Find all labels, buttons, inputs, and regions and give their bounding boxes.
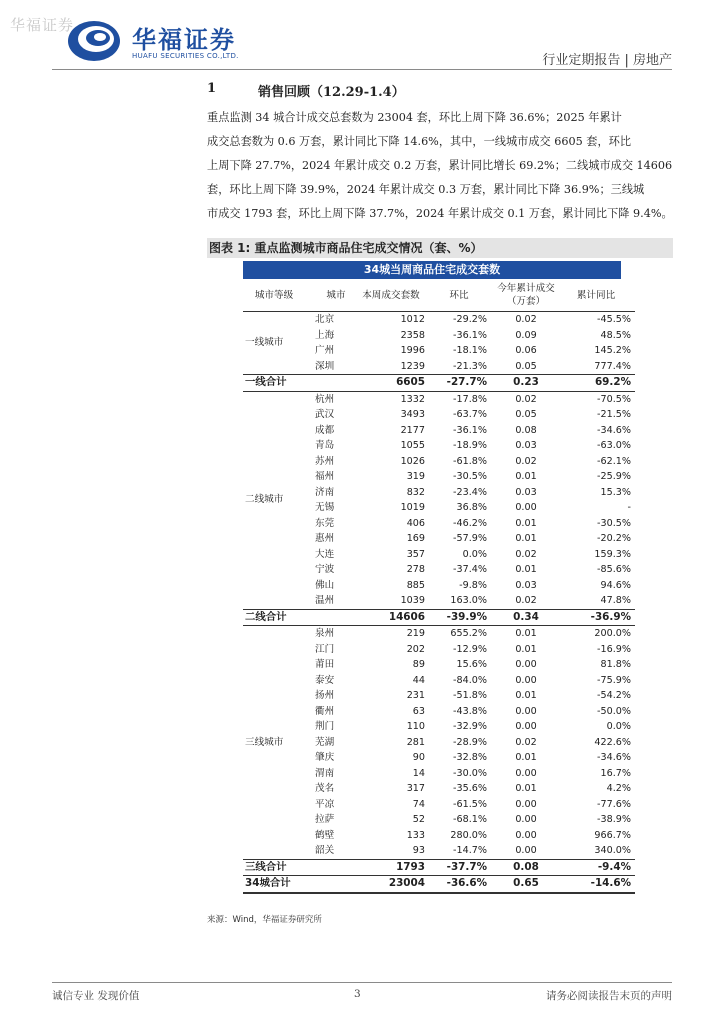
subtotal-label: 二线合计 <box>243 609 357 626</box>
report-type: 行业定期报告 | 房地产 <box>542 53 672 68</box>
header-divider <box>52 69 672 70</box>
wow-cell: -18.9% <box>453 440 487 451</box>
wow-cell: -35.6% <box>453 783 487 794</box>
wow-cell: -61.5% <box>453 798 487 810</box>
wow-cell: 0.0% <box>462 548 487 560</box>
weekly-volume-cell: 885 <box>406 579 425 591</box>
header-wow: 环比 <box>431 279 491 312</box>
ytd-cell: 0.01 <box>515 533 537 544</box>
ytd-cell: 0.01 <box>515 564 537 575</box>
wow-cell: -18.1% <box>453 345 487 356</box>
weekly-volume-cell: 14 <box>412 767 425 779</box>
wow-cell: -68.1% <box>453 814 487 825</box>
weekly-volume-cell: 832 <box>406 486 425 498</box>
weekly-volume-cell: 1026 <box>400 455 425 467</box>
yoy-cell: 340.0% <box>594 845 631 856</box>
weekly-volume-cell: 1332 <box>400 393 425 405</box>
weekly-volume-cell: 110 <box>406 721 425 732</box>
yoy-cell: -75.9% <box>597 674 631 686</box>
city-cell: 青岛 <box>315 440 335 451</box>
ytd-cell: 0.02 <box>515 595 537 606</box>
ytd-cell: 0.01 <box>515 628 537 639</box>
wow-cell: -39.9% <box>431 609 491 626</box>
weekly-volume-cell: 1793 <box>357 859 431 876</box>
yoy-cell: -34.6% <box>597 752 631 763</box>
ytd-cell: 0.00 <box>515 705 537 717</box>
yoy-cell: -85.6% <box>597 564 631 575</box>
weekly-volume-cell: 1239 <box>400 360 425 372</box>
yoy-cell: 47.8% <box>600 595 631 606</box>
ytd-cell: 0.01 <box>515 471 537 482</box>
city-cell: 北京 <box>315 314 335 325</box>
weekly-volume-cell: 1012 <box>400 314 425 325</box>
yoy-cell: -34.6% <box>597 424 631 436</box>
page-number: 3 <box>354 988 361 1000</box>
yoy-cell: -38.9% <box>597 814 631 825</box>
ytd-cell: 0.02 <box>515 393 537 405</box>
yoy-cell: -16.9% <box>597 643 631 655</box>
wow-cell: -30.0% <box>453 767 487 779</box>
yoy-cell: -62.1% <box>597 455 631 467</box>
ytd-cell: 0.00 <box>515 845 537 856</box>
weekly-volume-cell: 133 <box>406 829 425 841</box>
yoy-cell: 4.2% <box>606 783 631 794</box>
footer-divider <box>52 982 672 983</box>
yoy-cell: 16.7% <box>600 767 631 779</box>
weekly-volume-cell: 63 <box>412 705 425 717</box>
weekly-volume-cell: 93 <box>412 845 425 856</box>
city-cell: 惠州 <box>315 533 335 544</box>
city-cell: 无锡 <box>315 502 335 513</box>
yoy-cell: 159.3% <box>594 548 631 560</box>
city-cell: 广州 <box>315 345 335 356</box>
ytd-cell: 0.06 <box>515 345 537 356</box>
city-cell: 温州 <box>315 595 335 606</box>
city-cell: 苏州 <box>315 455 335 467</box>
city-cell: 济南 <box>315 486 335 498</box>
subtotal-row <box>243 859 635 876</box>
wow-cell: -36.6% <box>431 876 491 893</box>
wow-cell: -32.8% <box>453 752 487 763</box>
wow-cell: -61.8% <box>453 455 487 467</box>
yoy-cell: -9.4% <box>561 859 635 876</box>
weekly-volume-cell: 357 <box>406 548 425 560</box>
tier-cell: 二线城市 <box>245 494 284 506</box>
yoy-cell: -63.0% <box>597 440 631 451</box>
city-cell: 武汉 <box>315 409 335 420</box>
weekly-volume-cell: 2358 <box>400 329 425 341</box>
wow-cell: -12.9% <box>453 643 487 655</box>
ytd-cell: 0.00 <box>515 798 537 810</box>
city-cell: 肇庆 <box>315 752 335 763</box>
city-cell: 江门 <box>315 643 335 655</box>
paragraph-line: 重点监测 34 城合计成交总套数为 23004 套，环比上周下降 36.6%；2025 年累计 <box>207 111 622 124</box>
wow-cell: -14.7% <box>453 845 487 856</box>
city-cell: 荆门 <box>315 721 335 732</box>
ytd-cell: 0.00 <box>515 502 537 513</box>
wow-cell: -37.4% <box>453 564 487 575</box>
grand-total-label: 34城合计 <box>243 876 357 893</box>
sales-table <box>243 261 631 894</box>
wow-cell: -9.8% <box>459 579 487 591</box>
subtotal-row <box>243 375 635 392</box>
weekly-volume-cell: 89 <box>412 659 425 670</box>
weekly-volume-cell: 317 <box>406 783 425 794</box>
wow-cell: -29.2% <box>453 314 487 325</box>
wow-cell: -37.7% <box>431 859 491 876</box>
weekly-volume-cell: 319 <box>406 471 425 482</box>
ytd-cell: 0.02 <box>515 455 537 467</box>
yoy-cell: 777.4% <box>594 360 631 372</box>
weekly-volume-cell: 3493 <box>400 409 425 420</box>
city-cell: 福州 <box>315 471 335 482</box>
city-cell: 扬州 <box>315 690 335 701</box>
city-cell: 泉州 <box>315 628 335 639</box>
weekly-volume-cell: 74 <box>412 798 425 810</box>
city-cell: 上海 <box>315 329 335 341</box>
footer-disclaimer: 请务必阅读报告末页的声明 <box>546 990 672 1002</box>
weekly-volume-cell: 44 <box>412 674 425 686</box>
weekly-volume-cell: 219 <box>406 628 425 639</box>
wow-cell: 15.6% <box>456 659 487 670</box>
yoy-cell: - <box>627 502 631 513</box>
wow-cell: 280.0% <box>450 829 487 841</box>
ytd-cell: 0.03 <box>515 486 537 498</box>
ytd-cell: 0.00 <box>515 674 537 686</box>
sales-table-grid <box>243 279 635 894</box>
table-body <box>243 312 635 893</box>
ytd-cell: 0.01 <box>515 643 537 655</box>
city-cell: 拉萨 <box>315 814 335 825</box>
city-cell: 韶关 <box>315 845 335 856</box>
grand-total-row <box>243 876 635 893</box>
city-cell: 佛山 <box>315 579 335 591</box>
yoy-cell: 200.0% <box>594 628 631 639</box>
paragraph-line: 成交总套数为 0.6 万套，累计同比下降 14.6%，其中，一线城市成交 6605 套，环比 <box>207 135 632 148</box>
yoy-cell: 48.5% <box>600 329 631 341</box>
paragraph-line: 市成交 1793 套，环比上周下降 37.7%，2024 年累计成交 0.1 万套，累计同比下降 9.4%。 <box>207 207 673 220</box>
yoy-cell: -21.5% <box>597 409 631 420</box>
ytd-cell: 0.03 <box>515 440 537 451</box>
ytd-cell: 0.08 <box>515 424 537 436</box>
yoy-cell: -54.2% <box>597 690 631 701</box>
yoy-cell: -45.5% <box>597 314 631 325</box>
yoy-cell: -36.9% <box>561 609 635 626</box>
wow-cell: -28.9% <box>453 736 487 748</box>
yoy-cell: 0.0% <box>606 721 631 732</box>
subtotal-label: 一线合计 <box>243 375 357 392</box>
ytd-cell: 0.02 <box>515 736 537 748</box>
wow-cell: -17.8% <box>453 393 487 405</box>
city-cell: 宁波 <box>315 564 335 575</box>
city-cell: 成都 <box>315 424 335 436</box>
watermark: 华福证券 <box>10 16 75 34</box>
wow-cell: -30.5% <box>453 471 487 482</box>
table-caption: 图表 1: 重点监测城市商品住宅成交情况（套、%） <box>207 238 673 258</box>
weekly-volume-cell: 2177 <box>400 424 425 436</box>
city-cell: 衢州 <box>315 705 335 717</box>
weekly-volume-cell: 1039 <box>400 595 425 606</box>
wow-cell: -63.7% <box>453 409 487 420</box>
yoy-cell: 145.2% <box>594 345 631 356</box>
paragraph-line: 上周下降 27.7%，2024 年累计成交 0.2 万套，累计同比增长 69.2%；二线城市成交 14606 <box>207 159 673 172</box>
ytd-cell: 0.02 <box>515 314 537 325</box>
ytd-cell: 0.23 <box>491 375 561 392</box>
header-tier: 城市等级 <box>243 279 303 312</box>
yoy-cell: 966.7% <box>594 829 631 841</box>
wow-cell: -32.9% <box>453 721 487 732</box>
yoy-cell: -50.0% <box>597 705 631 717</box>
ytd-cell: 0.05 <box>515 360 537 372</box>
header-city: 城市 <box>303 279 357 312</box>
tier-cell: 一线城市 <box>245 337 284 349</box>
weekly-volume-cell: 231 <box>406 690 425 701</box>
city-cell: 平凉 <box>315 798 335 810</box>
wow-cell: -36.1% <box>453 329 487 341</box>
ytd-cell: 0.08 <box>491 859 561 876</box>
ytd-cell: 0.00 <box>515 814 537 825</box>
ytd-cell: 0.05 <box>515 409 537 420</box>
city-cell: 茂名 <box>315 783 335 794</box>
ytd-cell: 0.03 <box>515 579 537 591</box>
ytd-cell: 0.34 <box>491 609 561 626</box>
wow-cell: -23.4% <box>453 486 487 498</box>
ytd-cell: 0.09 <box>515 329 537 341</box>
header-ytd: 今年累计成交（万套） <box>491 279 561 312</box>
tier-cell: 三线城市 <box>245 736 284 748</box>
header-weekly-volume: 本周成交套数 <box>357 279 431 312</box>
ytd-cell: 0.65 <box>491 876 561 893</box>
summary-paragraph <box>207 106 673 226</box>
wow-cell: -84.0% <box>453 674 487 686</box>
table-row <box>243 391 635 407</box>
wow-cell: 36.8% <box>456 502 487 513</box>
yoy-cell: 69.2% <box>561 375 635 392</box>
weekly-volume-cell: 6605 <box>357 375 431 392</box>
yoy-cell: 422.6% <box>594 736 631 748</box>
yoy-cell: 94.6% <box>600 579 631 591</box>
city-cell: 深圳 <box>315 360 335 372</box>
city-cell: 渭南 <box>315 767 335 779</box>
ytd-cell: 0.01 <box>515 752 537 763</box>
weekly-volume-cell: 23004 <box>357 876 431 893</box>
weekly-volume-cell: 281 <box>406 736 425 748</box>
logo-swirl-icon <box>66 18 126 64</box>
wow-cell: -36.1% <box>453 424 487 436</box>
wow-cell: -43.8% <box>453 705 487 717</box>
weekly-volume-cell: 1996 <box>400 345 425 356</box>
table-header-row <box>243 279 635 312</box>
weekly-volume-cell: 202 <box>406 643 425 655</box>
company-logo <box>66 18 276 64</box>
section-number: 1 <box>207 81 217 96</box>
logo-text-cn: 华福证券 <box>132 26 236 54</box>
weekly-volume-cell: 169 <box>406 533 425 544</box>
subtotal-label: 三线合计 <box>243 859 357 876</box>
yoy-cell: -77.6% <box>597 798 631 810</box>
wow-cell: 655.2% <box>450 628 487 639</box>
wow-cell: 163.0% <box>450 595 487 606</box>
yoy-cell: -70.5% <box>597 393 631 405</box>
city-cell: 大连 <box>315 548 335 560</box>
yoy-cell: -30.5% <box>597 517 631 529</box>
table-source: 来源：Wind，华福证券研究所 <box>207 915 322 925</box>
wow-cell: -57.9% <box>453 533 487 544</box>
wow-cell: -51.8% <box>453 690 487 701</box>
weekly-volume-cell: 90 <box>412 752 425 763</box>
ytd-cell: 0.00 <box>515 829 537 841</box>
subtotal-row <box>243 609 635 626</box>
logo-text-en: HUAFU SECURITIES CO.,LTD. <box>132 52 239 60</box>
wow-cell: -21.3% <box>453 360 487 372</box>
table-row <box>243 312 635 328</box>
section-title: 销售回顾（12.29-1.4） <box>258 85 405 100</box>
weekly-volume-cell: 52 <box>412 814 425 825</box>
yoy-cell: -20.2% <box>597 533 631 544</box>
weekly-volume-cell: 1019 <box>400 502 425 513</box>
yoy-cell: -25.9% <box>597 471 631 482</box>
ytd-cell: 0.00 <box>515 721 537 732</box>
wow-cell: -27.7% <box>431 375 491 392</box>
weekly-volume-cell: 278 <box>406 564 425 575</box>
ytd-cell: 0.00 <box>515 659 537 670</box>
ytd-cell: 0.01 <box>515 783 537 794</box>
weekly-volume-cell: 406 <box>406 517 425 529</box>
city-cell: 芜湖 <box>315 736 335 748</box>
ytd-cell: 0.00 <box>515 767 537 779</box>
yoy-cell: 81.8% <box>600 659 631 670</box>
weekly-volume-cell: 14606 <box>357 609 431 626</box>
ytd-cell: 0.02 <box>515 548 537 560</box>
ytd-cell: 0.01 <box>515 690 537 701</box>
weekly-volume-cell: 1055 <box>400 440 425 451</box>
wow-cell: -46.2% <box>453 517 487 529</box>
footer-slogan: 诚信专业 发现价值 <box>52 990 140 1002</box>
city-cell: 东莞 <box>315 517 335 529</box>
yoy-cell: -14.6% <box>561 876 635 893</box>
ytd-cell: 0.01 <box>515 517 537 529</box>
city-cell: 鹤壁 <box>315 829 335 841</box>
header-yoy: 累计同比 <box>561 279 635 312</box>
table-row <box>243 626 635 642</box>
city-cell: 泰安 <box>315 674 335 686</box>
yoy-cell: 15.3% <box>600 486 631 498</box>
table-banner: 34城当周商品住宅成交套数 <box>243 261 621 279</box>
city-cell: 杭州 <box>315 393 335 405</box>
city-cell: 莆田 <box>315 659 335 670</box>
paragraph-line: 套，环比上周下降 39.9%，2024 年累计成交 0.3 万套，累计同比下降 36.9%；三线城 <box>207 183 645 196</box>
